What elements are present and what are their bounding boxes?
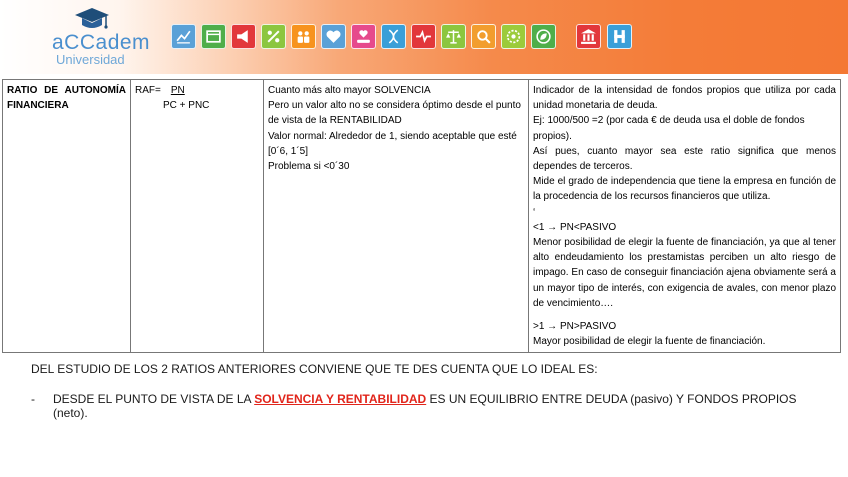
ratio-name-line2: FINANCIERA [7, 100, 69, 112]
formula-prefix: RAF= [135, 85, 161, 96]
scales-icon[interactable] [441, 24, 466, 49]
explanation-paragraph: Así pues, cuanto mayor sea este ratio significa que menos dependes de terceros. [533, 145, 836, 173]
heart-pulse-icon[interactable] [321, 24, 346, 49]
gear-people-icon[interactable] [501, 24, 526, 49]
explanation-paragraph: Menor posibilidad de elegir la fuente de financiación, ya que al tener alto endeudamiento los prestamistas perciben un alto riesgo de impago. En caso de conseguir financiación ajena obviamente será a un mayor tipo de interés, con exigencia de avales, con menor plazo de vencimiento…. [533, 237, 836, 309]
interpretation-line: Problema si <0´30 [268, 161, 350, 173]
conclusion-bullet [31, 392, 821, 420]
header-banner [0, 0, 848, 74]
magnifier-icon[interactable] [471, 24, 496, 49]
hospital-icon[interactable] [607, 24, 632, 49]
hand-heart-icon[interactable] [351, 24, 376, 49]
megaphone-icon[interactable] [231, 24, 256, 49]
ratio-table [2, 79, 841, 353]
interpretation-cell [264, 80, 529, 353]
explanation-case-less: <1 → PN<PASIVO [533, 221, 617, 233]
conclusion-heading: DEL ESTUDIO DE LOS 2 RATIOS ANTERIORES CONVIENE QUE TE DES CUENTA QUE LO IDEAL ES: [31, 362, 598, 376]
people-group-icon[interactable] [291, 24, 316, 49]
interpretation-line: Pero un valor alto no se considera óptimo desde el punto de vista de la RENTABILIDAD [268, 100, 521, 127]
logo-subtitle: Universidad [56, 52, 125, 67]
graduation-cap-icon [74, 6, 110, 32]
ratio-name-line1: RATIO DE AUTONOMÍA [7, 85, 126, 96]
explanation-mark: ‘ [533, 206, 536, 218]
heartbeat-icon[interactable] [411, 24, 436, 49]
explanation-example: Ej: 1000/500 =2 (por cada € de deuda usa el doble de fondos propios). [533, 115, 805, 142]
interpretation-line: Valor normal: Alrededor de 1, siendo aceptable que esté [0´6, 1´5] [268, 130, 517, 157]
window-icon[interactable] [201, 24, 226, 49]
bullet-text-before: DESDE EL PUNTO DE VISTA DE LA [53, 392, 255, 406]
formula-denominator: PC + PNC [163, 100, 210, 112]
percent-icon[interactable] [261, 24, 286, 49]
explanation-paragraph: Indicador de la intensidad de fondos propios que utiliza por cada unidad monetaria de deuda. [533, 85, 836, 112]
highlight-solvencia-rentabilidad: SOLVENCIA Y RENTABILIDAD [254, 392, 427, 406]
ratio-name-cell [3, 80, 131, 353]
formula-numerator: PN [170, 85, 185, 96]
explanation-cell [529, 80, 841, 353]
dna-icon[interactable] [381, 24, 406, 49]
table-row [3, 80, 841, 353]
explanation-paragraph: Mayor posibilidad de elegir la fuente de financiación. [533, 336, 766, 348]
explanation-case-greater: >1 → PN>PASIVO [533, 321, 617, 333]
explanation-paragraph: Mide el grado de independencia que tiene la empresa en función de la procedencia de los recursos financieros que utiliza. [533, 176, 836, 203]
leaf-badge-icon[interactable] [531, 24, 556, 49]
interpretation-line: Cuanto más alto mayor SOLVENCIA [268, 85, 431, 96]
logo-wordmark: aCCadem [52, 31, 151, 54]
formula-cell [131, 80, 264, 353]
bullet-text-after: ES UN EQUILIBRIO ENTRE DEUDA (pasivo) Y FONDOS PROPIOS (neto). [53, 392, 797, 420]
bank-icon[interactable] [576, 24, 601, 49]
accadem-logo[interactable] [52, 6, 162, 68]
conclusion-section [31, 362, 821, 420]
bullet-dash: - [31, 392, 35, 406]
chart-analytics-icon[interactable] [171, 24, 196, 49]
